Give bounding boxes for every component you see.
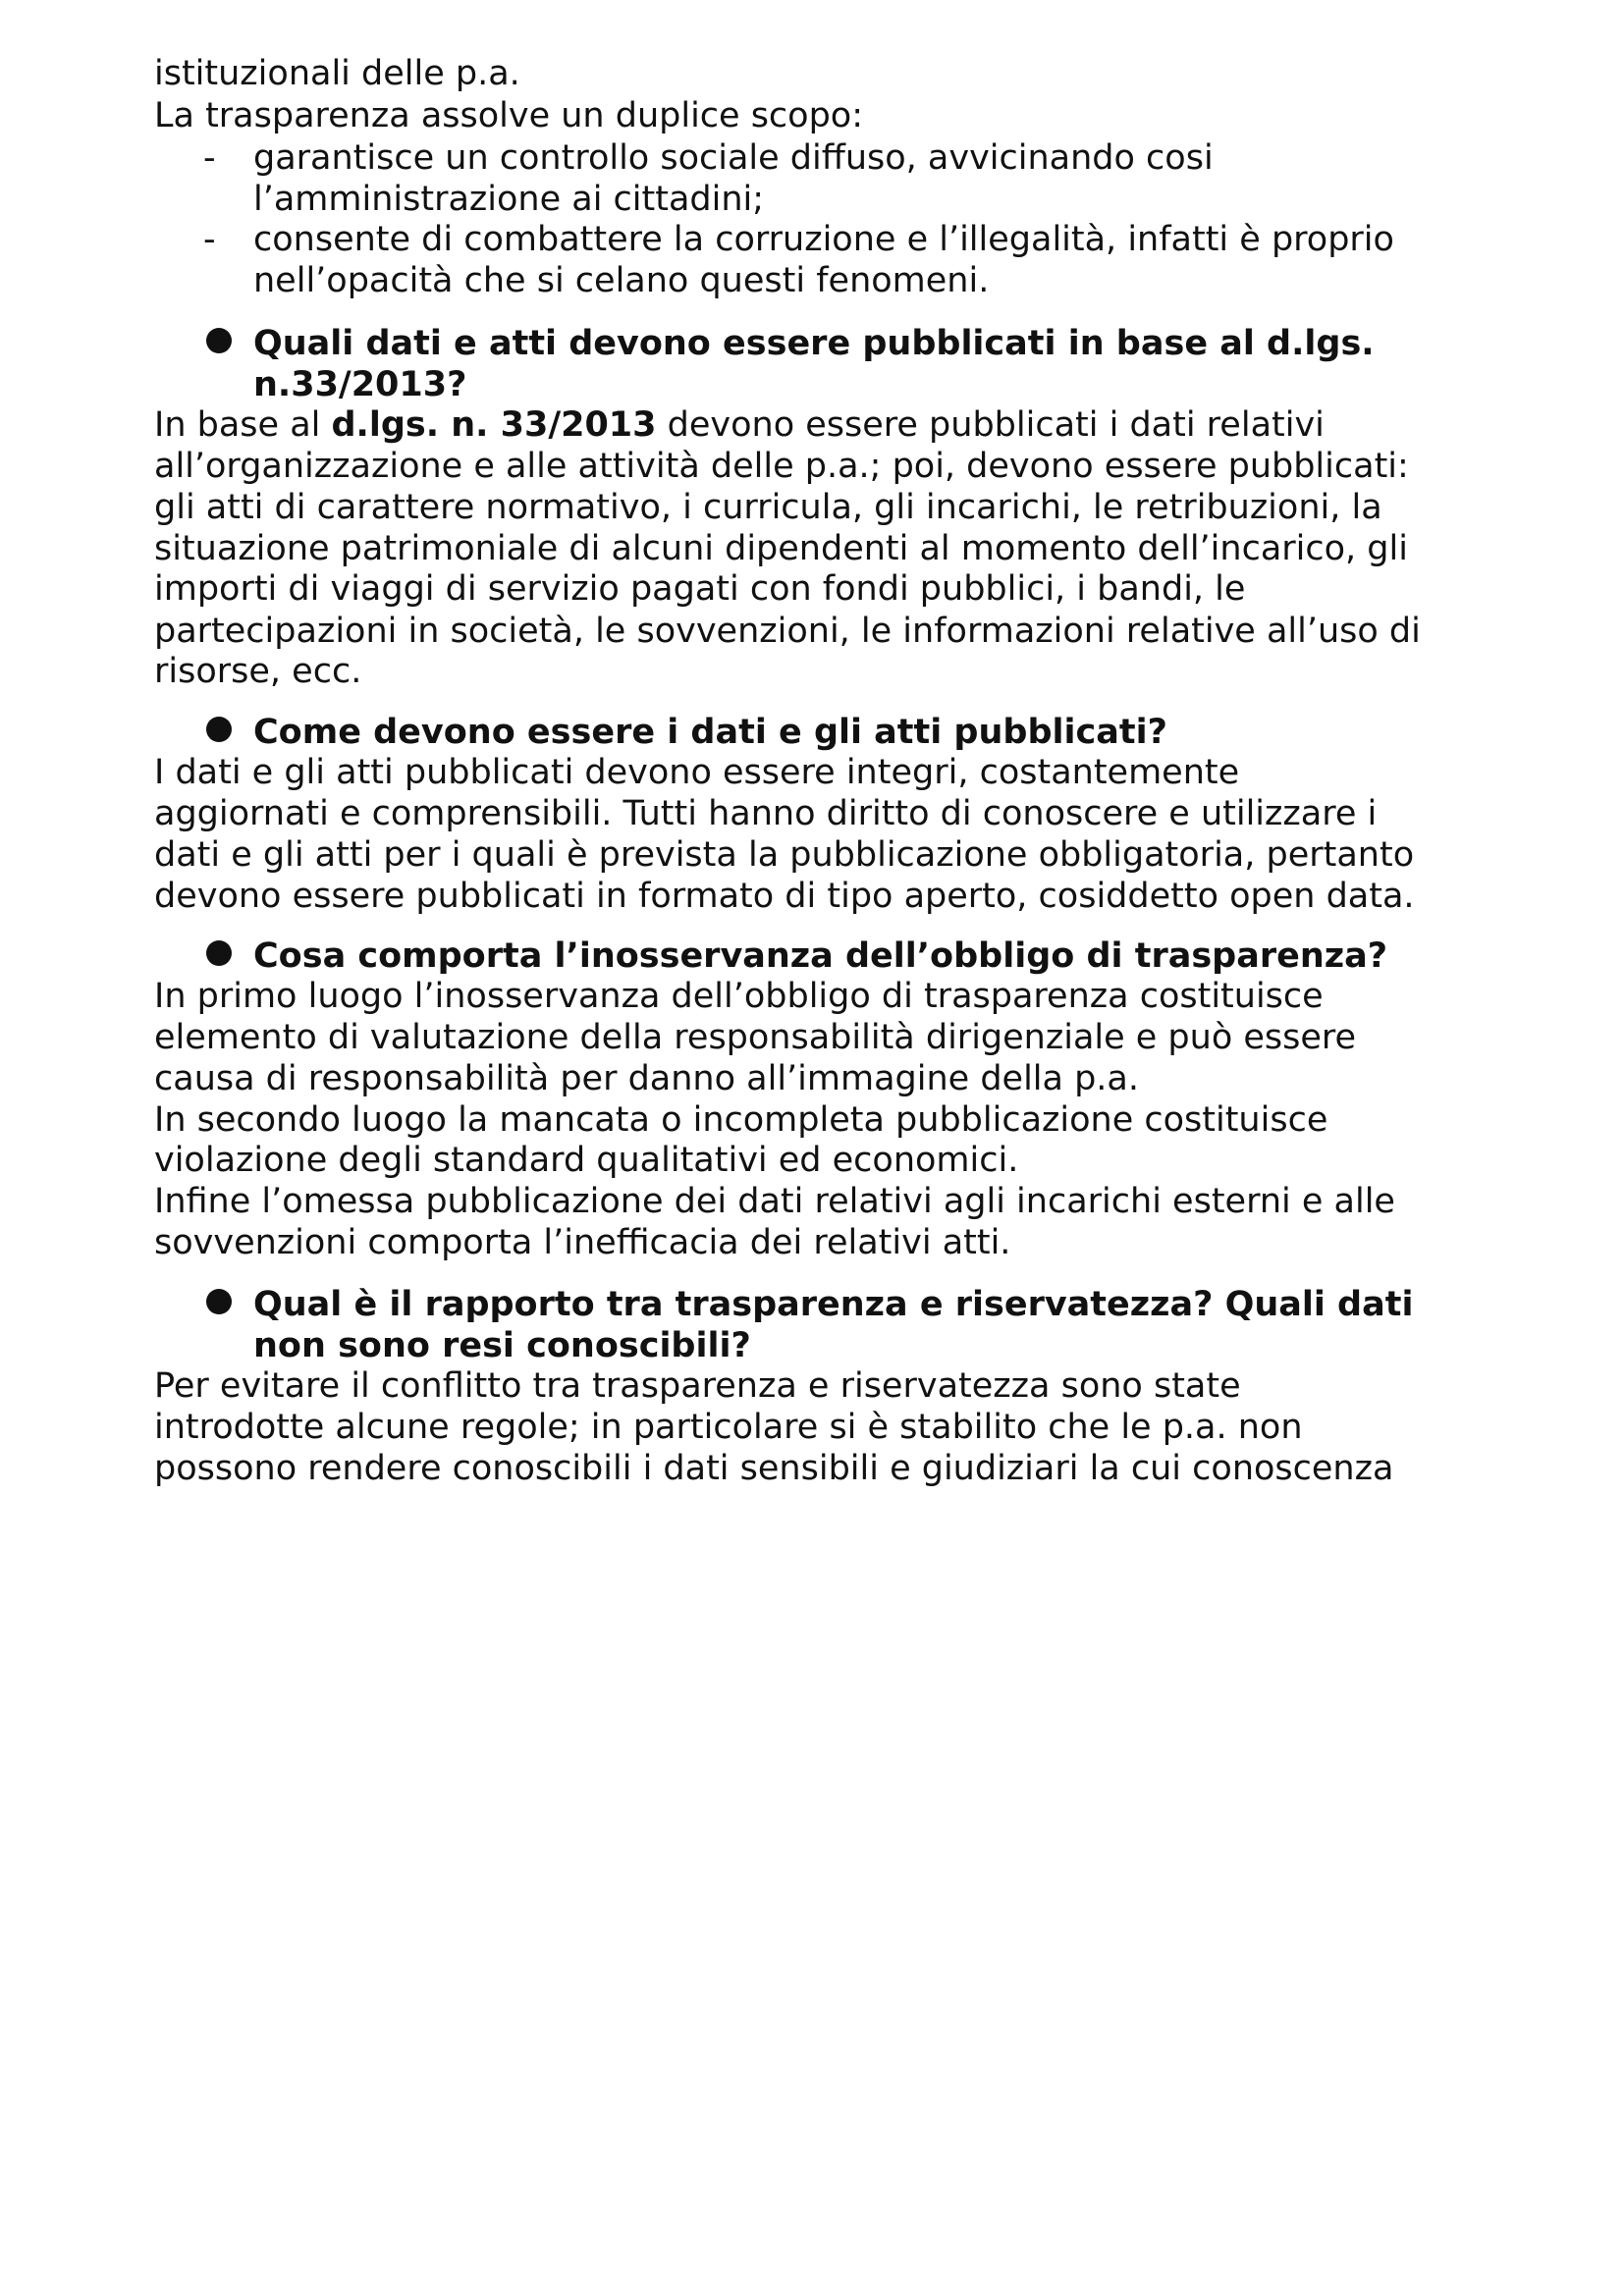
paragraph-line: possono rendere conoscibili i dati sensibili e giudiziari la cui conoscenza (154, 1449, 1394, 1488)
list-item-line: nell’opacità che si celano questi fenomeni. (253, 261, 990, 300)
paragraph-line: I dati e gli atti pubblicati devono essere integri, costantemente (154, 753, 1240, 792)
paragraph-line: gli atti di carattere normativo, i curricula, gli incarichi, le retribuzioni, la (154, 488, 1382, 527)
intro-line: istituzionali delle p.a. (154, 54, 520, 93)
list-item-line: garantisce un controllo sociale diffuso, avvicinando cosi (253, 138, 1214, 178)
paragraph-line: aggiornati e comprensibili. Tutti hanno diritto di conoscere e utilizzare i (154, 794, 1378, 833)
law-reference: d.lgs. n. 33/2013 (331, 405, 657, 445)
intro-line: La trasparenza assolve un duplice scopo: (154, 96, 864, 135)
bullet-icon (206, 328, 232, 353)
paragraph-line: elemento di valutazione della responsabilità dirigenziale e può essere (154, 1018, 1357, 1057)
question-heading: Quali dati e atti devono essere pubblicati in base al d.lgs. (253, 324, 1375, 363)
bullet-icon (206, 717, 232, 742)
list-item-line: consente di combattere la corruzione e l’illegalità, infatti è proprio (253, 220, 1394, 259)
paragraph-line: In primo luogo l’inosservanza dell’obbligo di trasparenza costituisce (154, 977, 1324, 1016)
bullet-icon (206, 940, 232, 966)
paragraph-line: situazione patrimoniale di alcuni dipendenti al momento dell’incarico, gli (154, 529, 1408, 568)
paragraph-line: causa di responsabilità per danno all’immagine della p.a. (154, 1059, 1140, 1098)
paragraph-line: violazione degli standard qualitativi ed economici. (154, 1141, 1019, 1180)
question-heading: Qual è il rapporto tra trasparenza e riservatezza? Quali dati (253, 1285, 1414, 1324)
list-item-line: l’amministrazione ai cittadini; (253, 180, 765, 219)
paragraph-line: partecipazioni in società, le sovvenzioni, le informazioni relative all’uso di (154, 612, 1421, 651)
paragraph-line: Infine l’omessa pubblicazione dei dati relativi agli incarichi esterni e alle (154, 1182, 1395, 1221)
paragraph-line (154, 405, 1325, 445)
question-heading: Come devono essere i dati e gli atti pubblicati? (253, 713, 1167, 752)
paragraph-line: all’organizzazione e alle attività delle p.a.; poi, devono essere pubblicati: (154, 447, 1409, 486)
question-heading: non sono resi conoscibili? (253, 1326, 751, 1365)
paragraph-line: Per evitare il conflitto tra trasparenza e riservatezza sono state (154, 1366, 1241, 1406)
text-run: devono essere pubblicati i dati relativi (656, 405, 1325, 445)
paragraph-line: importi di viaggi di servizio pagati con fondi pubblici, i bandi, le (154, 569, 1246, 609)
paragraph-line: introdotte alcune regole; in particolare si è stabilito che le p.a. non (154, 1408, 1303, 1447)
dash-marker: - (203, 220, 216, 259)
question-heading: Cosa comporta l’inosservanza dell’obbligo di trasparenza? (253, 936, 1388, 976)
paragraph-line: devono essere pubblicati in formato di tipo aperto, cosiddetto open data. (154, 877, 1415, 916)
text-run: In base al (154, 405, 332, 445)
paragraph-line: dati e gli atti per i quali è prevista la pubblicazione obbligatoria, pertanto (154, 835, 1415, 875)
paragraph-line: risorse, ecc. (154, 652, 362, 691)
dash-marker: - (203, 138, 216, 178)
question-heading: n.33/2013? (253, 365, 467, 404)
paragraph-line: sovvenzioni comporta l’inefficacia dei relativi atti. (154, 1223, 1011, 1262)
paragraph-line: In secondo luogo la mancata o incompleta pubblicazione costituisce (154, 1100, 1328, 1140)
bullet-icon (206, 1289, 232, 1314)
